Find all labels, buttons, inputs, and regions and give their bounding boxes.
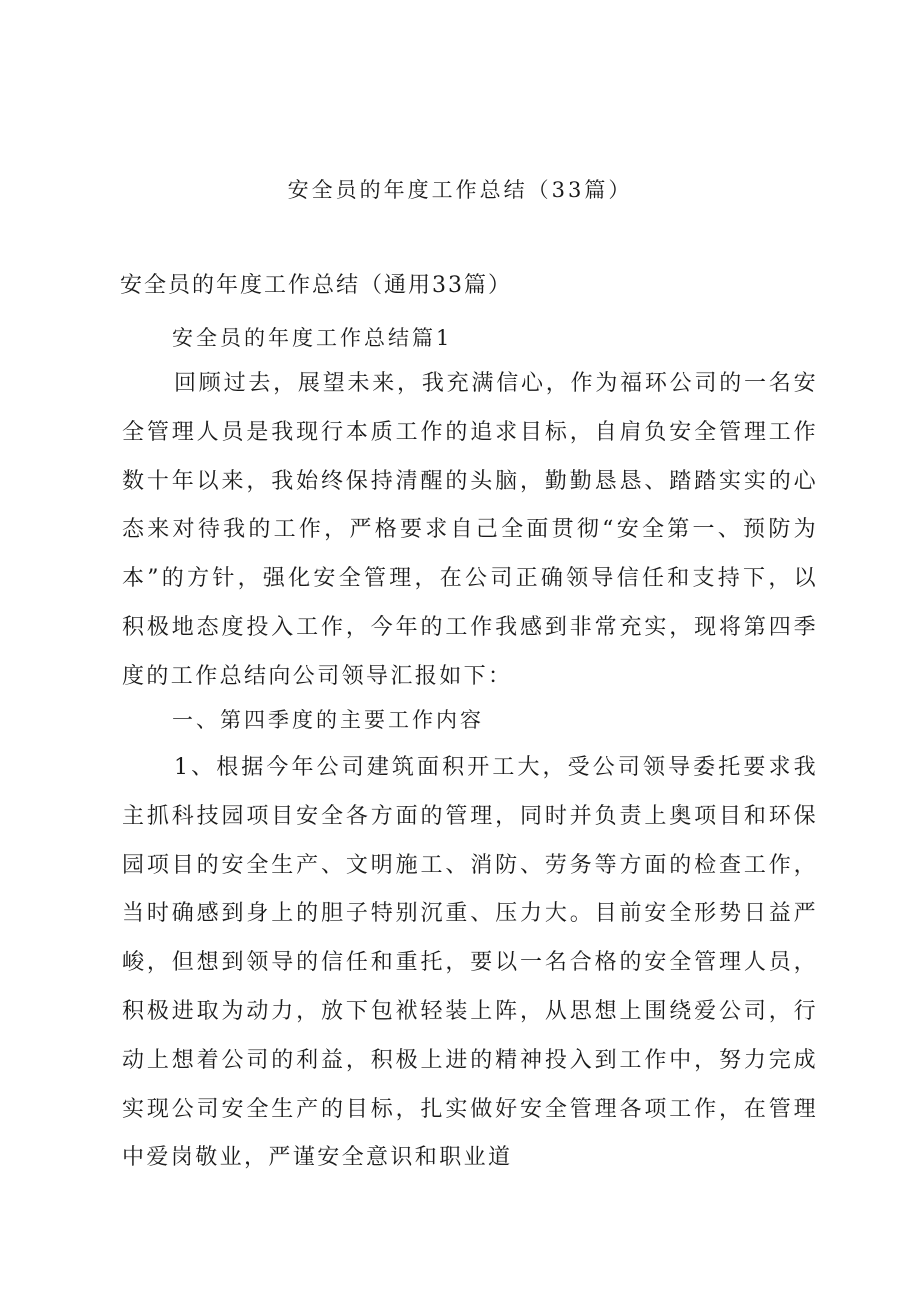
document-title: 安全员的年度工作总结（33篇） bbox=[287, 178, 633, 202]
section-heading: 安全员的年度工作总结篇1 bbox=[172, 326, 453, 350]
subsection-heading: 一、第四季度的主要工作内容 bbox=[172, 708, 484, 732]
paragraph-intro: 回顾过去，展望未来，我充满信心，作为福环公司的一名安全管理人员是我现行本质工作的追求目标，自肩负安全管理工作数十年以来，我始终保持清醒的头脑，勤勤恳恳、踏踏实实的心态来对待我的工作，严格要求自己全面贯彻“安全第一、预防为本”的方针，强化安全管理，在公司正确领导信任和支持下，以积极地态度投入工作，今年的工作我感到非常充实，现将第四季度的工作总结向公司领导汇报如下： bbox=[122, 371, 818, 689]
document-subtitle: 安全员的年度工作总结（通用33篇） bbox=[120, 273, 512, 298]
paragraph-item-1: 1、根据今年公司建筑面积开工大，受公司领导委托要求我主抓科技园项目安全各方面的管理，同时并负责上奥项目和环保园项目的安全生产、文明施工、消防、劳务等方面的检查工作，当时确感到身上的胆子特别沉重、压力大。目前安全形势日益严峻，但想到领导的信任和重托，要以一名合格的安全管理人员，积极进取为动力，放下包袱轻装上阵，从思想上围绕爱公司，行动上想着公司的利益，积极上进的精神投入到工作中，努力完成实现公司安全生产的目标，扎实做好安全管理各项工作，在管理中爱岗敬业，严谨安全意识和职业道 bbox=[122, 755, 818, 1171]
